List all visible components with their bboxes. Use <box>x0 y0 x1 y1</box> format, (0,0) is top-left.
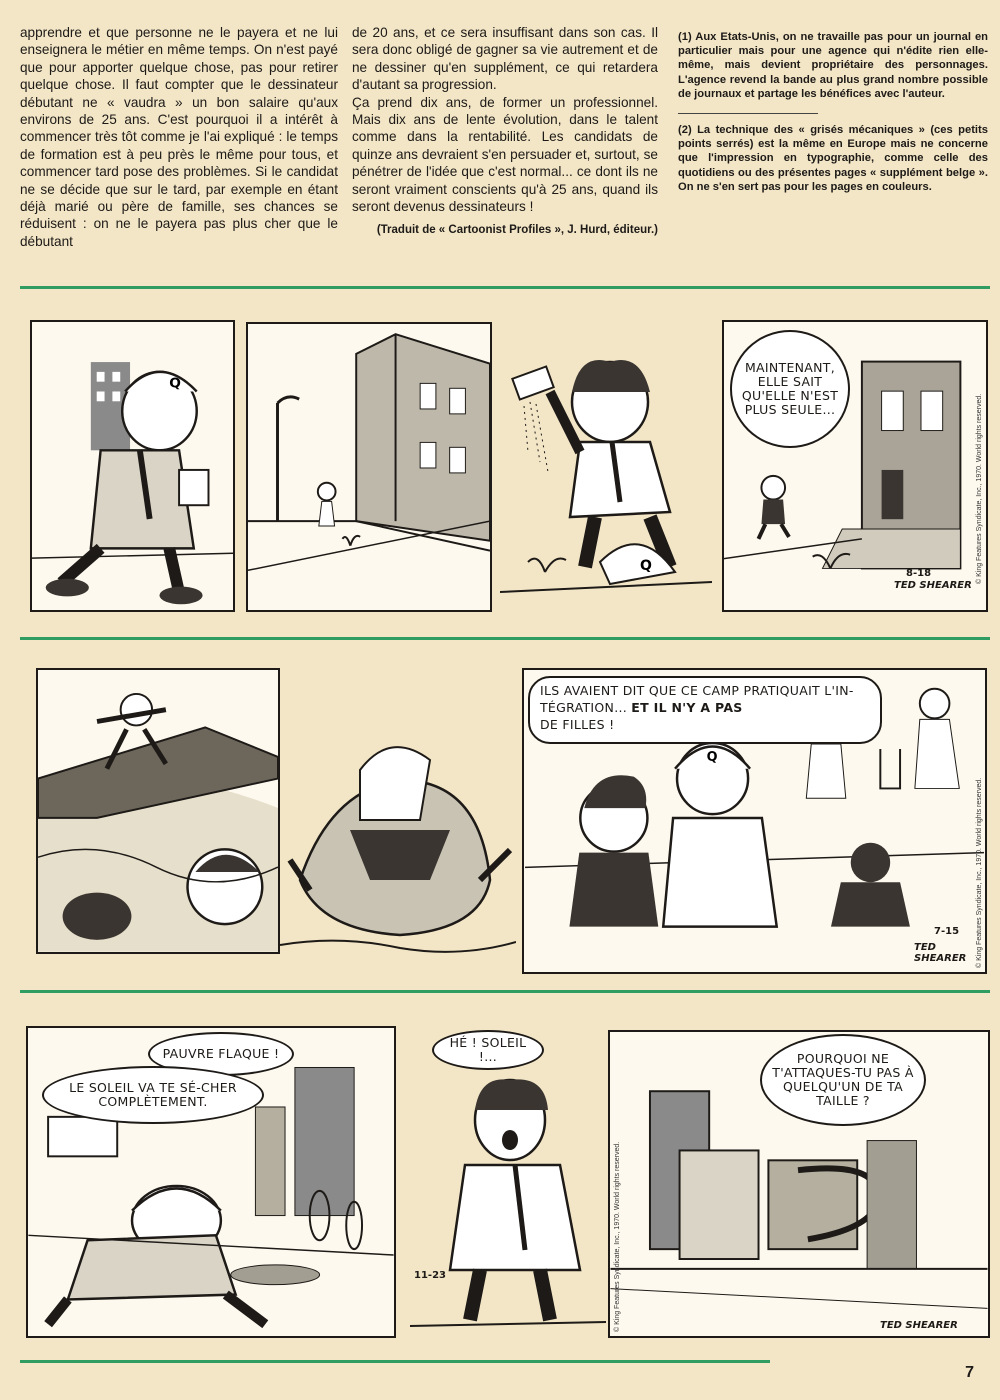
article-paragraph: de 20 ans, et ce sera insuffisant dans son cas. Il sera donc obligé de gagner sa vie autrement et de ne dessiner qu'en supplément, ce qui retardera d'autant sa progression. <box>352 25 658 93</box>
strip1-panel-3 <box>500 322 712 612</box>
speech-bubble: HÉ ! SOLEIL !... <box>432 1030 544 1070</box>
artist-signature: TED SHEARER <box>894 580 972 591</box>
article-column-2 <box>352 24 658 238</box>
strip-date: 7-15 <box>934 926 960 937</box>
footnote-1: (1) Aux Etats-Unis, on ne travaille pas pour un journal en particulier mais pour une agence qui n'édite rien elle-même, mais devient propriétaire des personnages. L'agence revend la bande au plus grand nombre possible de journaux et partage les bénéfices avec l'auteur. <box>678 31 988 100</box>
artist-signature: TED SHEARER <box>880 1320 958 1331</box>
green-divider <box>20 637 990 640</box>
strip2-panel-1 <box>36 668 280 954</box>
boy-watering-plant-illustration <box>500 322 712 612</box>
boy-running-illustration <box>32 322 233 610</box>
strip3-panel-1 <box>26 1026 396 1338</box>
caption-line <box>540 699 870 716</box>
boy-shouting-illustration <box>410 1030 606 1340</box>
strip3-panel-3 <box>608 1030 990 1338</box>
caption-emphasis: ET IL N'Y A PAS <box>631 700 743 715</box>
footnote-divider <box>678 113 818 114</box>
green-divider <box>20 286 990 289</box>
pool-jump-illustration <box>38 670 278 952</box>
footnote-2: (2) La technique des « grisés mécaniques » (ces petits points serrés) est la même en Europe mais ne concerne que l'impression en typographie, comme celle des quotidiens ou des présentes pages « supplément belge ». On ne s'en sert pas pour les pages en couleurs. <box>678 124 988 193</box>
caption-line: DE FILLES ! <box>540 717 615 732</box>
strip2-panel-3 <box>522 668 987 974</box>
artist-signature: TED SHEARER <box>914 942 967 964</box>
caption-line: ILS AVAIENT DIT QUE CE CAMP PRATIQUAIT L'IN- <box>540 683 854 698</box>
speech-caption <box>528 676 882 744</box>
svg-text:Q: Q <box>640 558 652 574</box>
strip1-panel-1 <box>30 320 235 612</box>
strip-date: 11-23 <box>414 1270 446 1281</box>
footnotes-column <box>678 30 988 194</box>
strip1-panel-4 <box>722 320 988 612</box>
page-number: 7 <box>965 1364 974 1381</box>
article-column-1 <box>20 24 338 250</box>
green-divider <box>20 990 990 993</box>
strip1-panel-2 <box>246 322 492 612</box>
strip-date: 8-18 <box>906 568 932 579</box>
svg-text:Q: Q <box>706 749 718 765</box>
green-divider <box>20 1360 770 1363</box>
article-paragraph: apprendre et que personne ne le payera et ne lui enseignera le métier en même temps. On n'est payé que pour apporter quelque chose, pas pour retirer quelque chose. Il faut compter que le dessinateur débutant ne « vaudra » un bon salaire qu'aux environs de 25 ans. C'est pourquoi il a intérêt à commencer très tôt comme je l'ai expliqué : le temps de formation est à peu près le même pour tous, et commencer tard pose des problèmes. Si le candidat ne se décide que sur le tard, par exemple en étant déjà marié ou père de famille, ses chances se réduisent : on ne le payera pas plus cher que le débutant <box>20 25 338 249</box>
strip2-panel-2 <box>280 730 516 960</box>
speech-bubble: PAUVRE FLAQUE ! <box>148 1032 294 1076</box>
speech-bubble: LE SOLEIL VA TE SÉ-CHER COMPLÈTEMENT. <box>42 1066 264 1124</box>
translation-credit: (Traduit de « Cartoonist Profiles », J. Hurd, éditeur.) <box>376 224 658 237</box>
strip3-panel-2 <box>410 1030 606 1340</box>
copyright-notice: © King Features Syndicate, Inc., 1970. World rights reserved. <box>614 1141 621 1332</box>
speech-bubble: POURQUOI NE T'ATTAQUES-TU PAS À QUELQU'UN DE TA TAILLE ? <box>760 1034 926 1126</box>
copyright-notice: © King Features Syndicate, Inc., 1970. World rights reserved. <box>976 777 983 968</box>
caption-text: TÉGRATION... <box>540 700 628 715</box>
svg-text:Q: Q <box>169 375 181 392</box>
street-scene-illustration <box>248 324 490 610</box>
kids-tumbling-illustration <box>280 730 516 960</box>
speech-bubble: MAINTENANT, ELLE SAIT QU'ELLE N'EST PLUS SEULE... <box>730 330 850 448</box>
article-paragraph: Ça prend dix ans, de former un professionnel. Mais dix ans de lente évolution, dans le talent comme dans la rentabilité. Les candidats de quinze ans devraient s'en persuader et, surtout, se pénétrer de l'idée que c'est normal... ce dont ils ne seront vraiment conscients qu'à 25 ans, quand ils seront devenus dessinateurs ! <box>352 94 658 215</box>
copyright-notice: © King Features Syndicate, Inc., 1970. World rights reserved. <box>976 393 983 584</box>
